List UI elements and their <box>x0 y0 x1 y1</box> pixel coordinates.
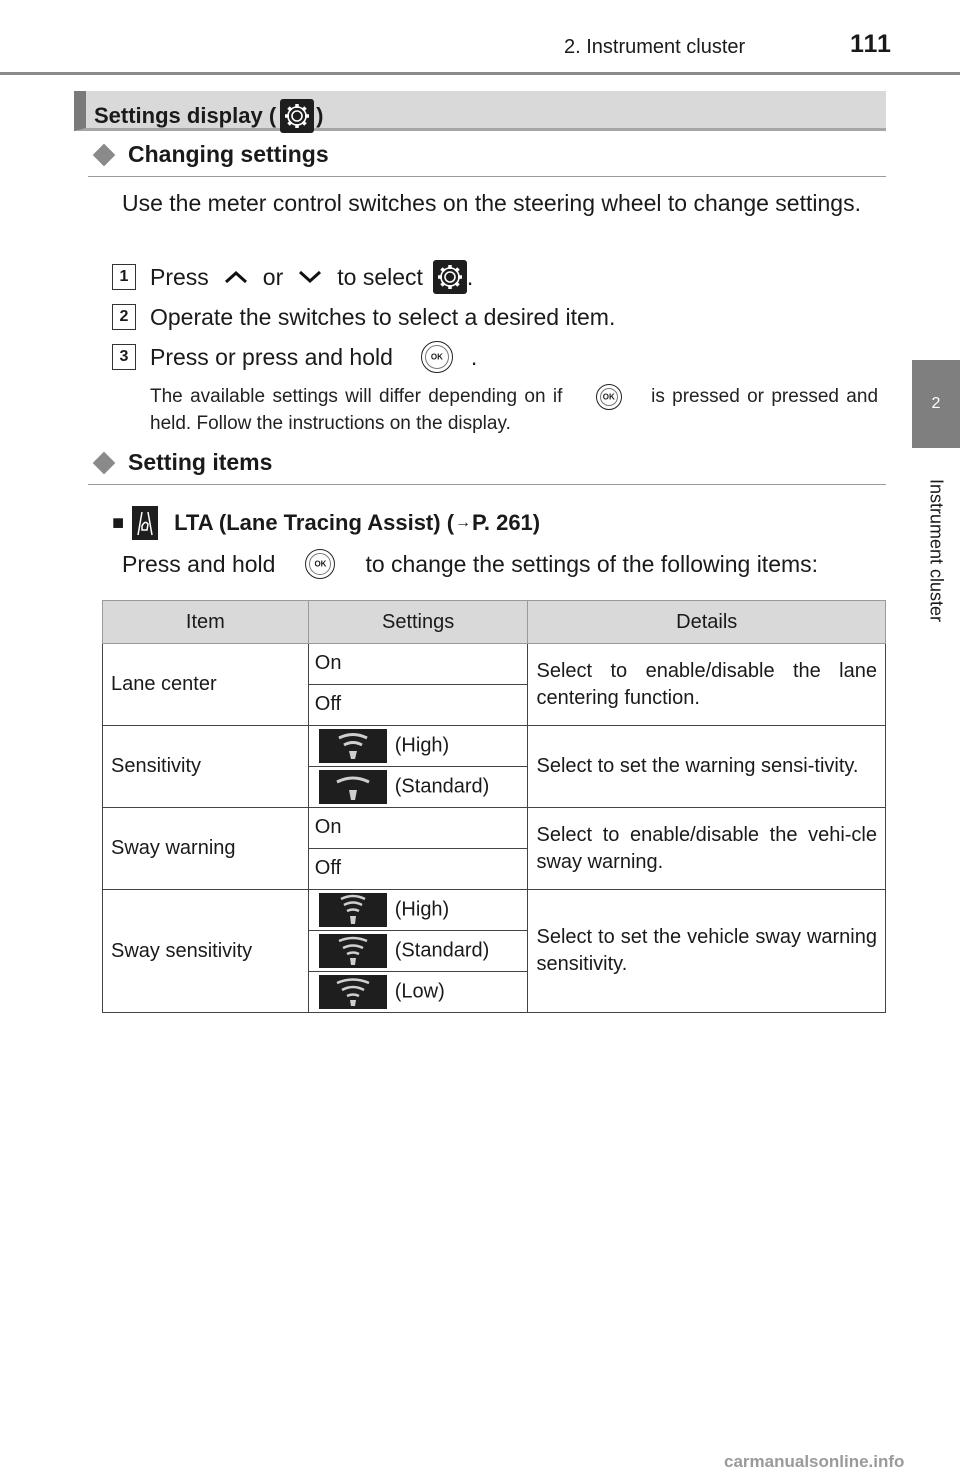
section-title-after: ) <box>316 103 324 128</box>
settings-table <box>102 600 886 1013</box>
subheading-rule <box>88 176 886 177</box>
step-3-period: . <box>470 343 478 370</box>
setting-label: (Standard) <box>394 775 490 798</box>
setting-cell <box>308 890 528 931</box>
item-cell: Sensitivity <box>103 726 309 808</box>
diamond-bullet-icon <box>93 143 116 166</box>
ok-label: OK <box>314 559 327 569</box>
column-header-details: Details <box>528 601 886 644</box>
item-cell: Sway sensitivity <box>103 890 309 1013</box>
sway-sensitivity-high-icon <box>319 893 387 927</box>
step-number: 3 <box>112 344 136 370</box>
changing-settings-heading <box>90 141 329 168</box>
watermark: carmanualsonline.info <box>724 1452 905 1471</box>
step-1-to-select: to select <box>337 263 423 290</box>
sensitivity-high-icon <box>319 729 387 763</box>
subheading-rule <box>88 484 886 485</box>
sensitivity-standard-icon <box>319 770 387 804</box>
ok-button-icon <box>421 341 453 373</box>
details-cell: Select to enable/disable the vehi-cle sway warning. <box>528 808 886 890</box>
setting-cell: Off <box>308 685 528 726</box>
setting-cell: On <box>308 808 528 849</box>
ok-label: OK <box>430 352 443 362</box>
table-row <box>103 644 886 685</box>
note-text-a: The available settings will differ depending on if <box>150 386 563 407</box>
step-number: 1 <box>112 264 136 290</box>
setting-cell <box>308 726 528 767</box>
item-cell: Sway warning <box>103 808 309 890</box>
chevron-up-icon <box>223 264 249 291</box>
diamond-bullet-icon <box>93 451 116 474</box>
step-1-press: Press <box>150 263 209 290</box>
sway-sensitivity-standard-icon <box>319 934 387 968</box>
setting-items-heading-text: Setting items <box>128 449 273 475</box>
ok-label: OK <box>602 392 615 402</box>
press-hold-text-a: Press and hold <box>122 550 276 577</box>
lta-title: LTA (Lane Tracing Assist) ( <box>174 510 455 535</box>
details-cell: Select to enable/disable the lane centering function. <box>528 644 886 726</box>
chapter-tab <box>912 360 960 448</box>
page-number: 111 <box>850 30 892 58</box>
settings-gear-icon <box>280 99 314 133</box>
details-cell: Select to set the warning sensi-tivity. <box>528 726 886 808</box>
section-title-bar <box>74 91 886 131</box>
ok-button-icon <box>596 384 622 410</box>
step-2 <box>112 302 615 332</box>
settings-note <box>150 383 878 437</box>
setting-cell <box>308 767 528 808</box>
lta-icon <box>132 506 158 540</box>
table-header-row <box>103 601 886 644</box>
setting-cell <box>308 972 528 1013</box>
lta-page-ref[interactable]: P. 261) <box>472 510 541 535</box>
setting-label: (Low) <box>394 980 445 1003</box>
setting-cell: Off <box>308 849 528 890</box>
setting-label: (Standard) <box>394 939 490 962</box>
chapter-tab-label <box>914 456 958 646</box>
section-title-before: Settings display ( <box>94 103 277 128</box>
press-hold-line <box>122 549 818 579</box>
table-row <box>103 890 886 931</box>
step-2-text: Operate the switches to select a desired item. <box>150 303 616 330</box>
chapter-label: Instrument cluster <box>926 479 947 623</box>
ok-button-icon <box>305 549 335 579</box>
square-bullet: ■ <box>112 511 125 534</box>
setting-label: (High) <box>394 898 450 921</box>
setting-cell: On <box>308 644 528 685</box>
changing-settings-heading-text: Changing settings <box>128 141 329 167</box>
header-section-title: 2. Instrument cluster <box>564 36 746 58</box>
step-1-or: or <box>262 263 284 290</box>
setting-label: (High) <box>394 734 450 757</box>
chevron-down-icon <box>297 264 323 291</box>
changing-intro: Use the meter control switches on the steering wheel to change settings. <box>122 190 861 216</box>
press-hold-text-b: to change the settings of the following items: <box>365 550 819 577</box>
step-3-text: Press or press and hold <box>150 343 393 370</box>
header-rule <box>0 72 960 75</box>
step-number: 2 <box>112 304 136 330</box>
lta-heading <box>112 506 540 540</box>
note-text-b: is pressed or pressed and held. Follow the instructions on the display. <box>150 386 879 434</box>
step-1 <box>112 262 473 292</box>
column-header-item: Item <box>103 601 309 644</box>
sway-sensitivity-low-icon <box>319 975 387 1009</box>
table-row <box>103 726 886 767</box>
step-1-period: . <box>466 263 474 290</box>
table-row <box>103 808 886 849</box>
settings-gear-icon <box>433 260 467 294</box>
item-cell: Lane center <box>103 644 309 726</box>
chapter-number: 2 <box>931 395 941 412</box>
page-ref-arrow-icon: → <box>455 514 472 531</box>
step-3 <box>112 342 477 372</box>
setting-items-heading <box>90 449 272 476</box>
details-cell: Select to set the vehicle sway warning sensitivity. <box>528 890 886 1013</box>
column-header-settings: Settings <box>308 601 528 644</box>
setting-cell <box>308 931 528 972</box>
